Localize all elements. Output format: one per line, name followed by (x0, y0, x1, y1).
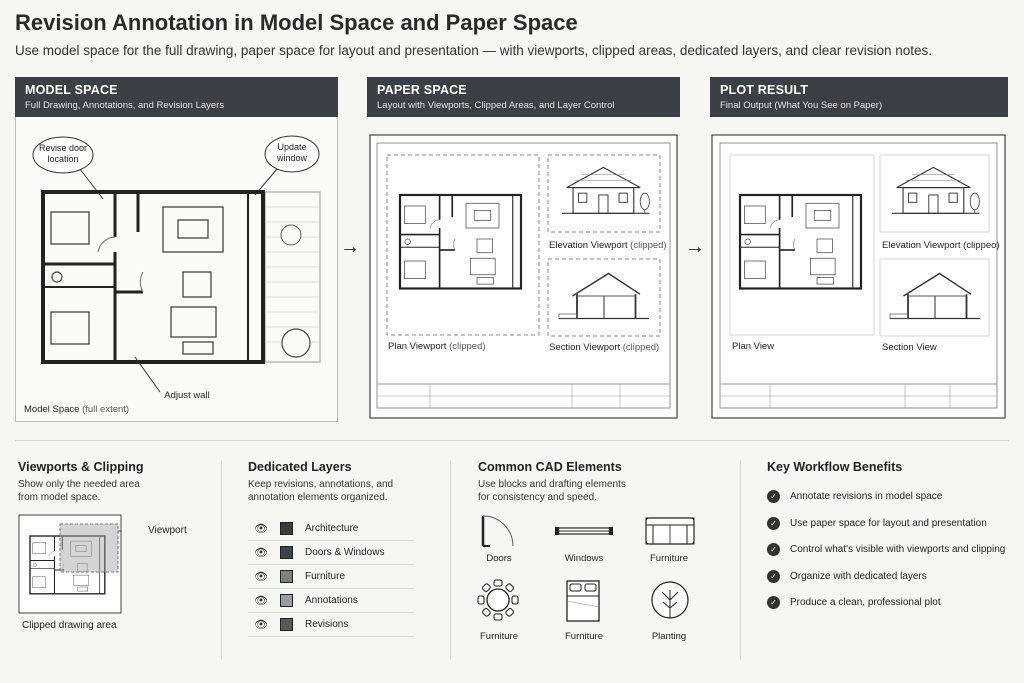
plan-viewport-label-paren: (clipped) (449, 341, 486, 352)
callout-window-line2: window (276, 153, 308, 163)
model-space-caption-main: Model Space (24, 404, 80, 415)
layer-name: Revisions (305, 619, 349, 630)
benefit-text: Annotate revisions in model space (790, 491, 943, 502)
elevation-viewport-label (549, 240, 667, 251)
eye-icon[interactable]: 👁 (254, 595, 268, 607)
plot-result-subheading: Final Output (What You See on Paper) (720, 100, 883, 111)
layer-row[interactable] (248, 565, 414, 589)
layer-row[interactable] (248, 613, 414, 637)
layer-color-swatch (280, 522, 293, 535)
benefit-text: Produce a clean, professional plot (790, 597, 941, 608)
layer-color-swatch (280, 594, 293, 607)
cad-label-furniture-table: Furniture (479, 631, 518, 642)
model-space-panel (15, 77, 338, 422)
callout-door-line1: Revise door (38, 143, 88, 153)
elevation-viewport-label-main: Elevation Viewport (549, 240, 628, 251)
arrow-right-icon: → (685, 236, 705, 258)
callout-door-line2: location (47, 154, 79, 164)
benefit-item (767, 517, 987, 530)
page-subtitle: Use model space for the full drawing, paper space for layout and presentation — with viewports, clipped areas, dedicated layers, and clear revision notes. (15, 43, 932, 58)
cad-label-doors: Doors (486, 553, 512, 564)
layer-name: Furniture (305, 571, 346, 582)
viewports-description (18, 478, 140, 504)
column-divider (221, 460, 222, 660)
layer-name: Annotations (305, 595, 358, 606)
section-divider (15, 440, 1009, 441)
layer-row[interactable] (248, 589, 414, 613)
cad-elements-title: Common CAD Elements (478, 460, 622, 474)
clipped-viewport-diagram (18, 514, 122, 614)
plot-result-heading: PLOT RESULT (720, 83, 809, 97)
check-circle-icon: ✓ (767, 490, 780, 503)
benefit-text: Organize with dedicated layers (790, 570, 927, 582)
section-view-label: Section View (882, 342, 937, 353)
eye-icon[interactable]: 👁 (254, 571, 268, 583)
check-circle-icon: ✓ (767, 517, 780, 530)
layer-name: Architecture (305, 523, 359, 534)
plot-elevation-label-paren: (clippeo) (963, 240, 1000, 251)
cad-label-planting: Planting (651, 631, 687, 642)
callout-window-line1: Update (277, 142, 307, 152)
window-symbol-icon (555, 524, 613, 538)
section-viewport-label-paren: (clipped) (622, 342, 660, 353)
cad-label-furniture-bed: Furniture (564, 631, 603, 642)
layers-desc-line2: annotation elements organized. (248, 492, 388, 503)
cad-desc-line2: for consistency and speed. (478, 492, 597, 503)
viewports-desc-line1: Show only the needed area (18, 479, 140, 490)
eye-icon[interactable]: 👁 (254, 523, 268, 535)
model-space-drawing[interactable] (15, 117, 338, 422)
model-space-caption-paren: (full extent) (82, 404, 130, 415)
plan-view-label: Plan View (732, 341, 775, 352)
column-divider (740, 460, 741, 660)
benefit-item (767, 543, 1005, 556)
benefit-item (767, 596, 941, 609)
plan-viewport-label (388, 341, 486, 352)
model-space-caption (24, 404, 129, 415)
check-circle-icon: ✓ (767, 543, 780, 556)
paper-space-header (367, 77, 680, 117)
bed-symbol-icon (565, 579, 601, 623)
layers-desc-line1: Keep revisions, annotations, and (248, 479, 394, 490)
callout-wall: Adjust wall (164, 390, 210, 401)
door-symbol-icon (478, 514, 518, 548)
cad-desc-line1: Use blocks and drafting elements (478, 479, 626, 490)
benefit-text: Use paper space for layout and presentation (790, 517, 987, 529)
cad-label-windows: Windows (564, 553, 604, 564)
tree-symbol-icon (650, 578, 690, 622)
eye-icon[interactable]: 👁 (254, 619, 268, 631)
cad-label-furniture-sofa: Furniture (649, 553, 688, 564)
plot-result-output[interactable] (710, 117, 1008, 422)
model-space-header (15, 77, 338, 117)
column-divider (450, 460, 451, 660)
plan-viewport-label-main: Plan Viewport (388, 341, 447, 352)
benefit-text: Control what's visible with viewports and clipping (790, 544, 1006, 555)
arrow-right-icon: → (340, 236, 360, 258)
viewport-label: Viewport (148, 525, 187, 536)
plot-result-panel (710, 77, 1008, 422)
eye-icon[interactable]: 👁 (254, 547, 268, 559)
plot-elevation-label-main: Elevation Viewport (882, 240, 961, 251)
plot-elevation-label (882, 240, 1000, 251)
cad-elements-description (478, 478, 626, 504)
layer-row[interactable] (248, 517, 414, 541)
paper-space-heading: PAPER SPACE (377, 83, 467, 97)
check-circle-icon: ✓ (767, 596, 780, 609)
benefits-title: Key Workflow Benefits (767, 460, 903, 474)
plot-result-header (710, 77, 1008, 117)
elevation-viewport-label-paren: (clipped) (630, 240, 667, 251)
layers-title: Dedicated Layers (248, 460, 352, 474)
sofa-symbol-icon (644, 516, 696, 546)
benefit-item (767, 570, 927, 583)
layer-name: Doors & Windows (305, 547, 385, 558)
clipped-area-caption: Clipped drawing area (22, 620, 117, 631)
layer-row[interactable] (248, 541, 414, 565)
viewports-desc-line2: from model space. (18, 492, 101, 503)
check-circle-icon: ✓ (767, 570, 780, 583)
paper-space-layout[interactable] (367, 117, 680, 422)
paper-space-panel (367, 77, 680, 422)
model-space-heading: MODEL SPACE (25, 83, 118, 97)
round-table-symbol-icon (476, 578, 520, 622)
benefit-item (767, 490, 942, 503)
section-viewport-label (549, 342, 659, 353)
section-viewport-label-main: Section Viewport (549, 342, 621, 353)
layers-description (248, 478, 393, 504)
layer-color-swatch (280, 546, 293, 559)
layer-color-swatch (280, 618, 293, 631)
layer-color-swatch (280, 570, 293, 583)
page-title: Revision Annotation in Model Space and Paper Space (15, 10, 578, 35)
viewports-title: Viewports & Clipping (18, 460, 144, 474)
model-space-subheading: Full Drawing, Annotations, and Revision Layers (25, 100, 225, 111)
paper-space-subheading: Layout with Viewports, Clipped Areas, and Layer Control (377, 100, 615, 111)
